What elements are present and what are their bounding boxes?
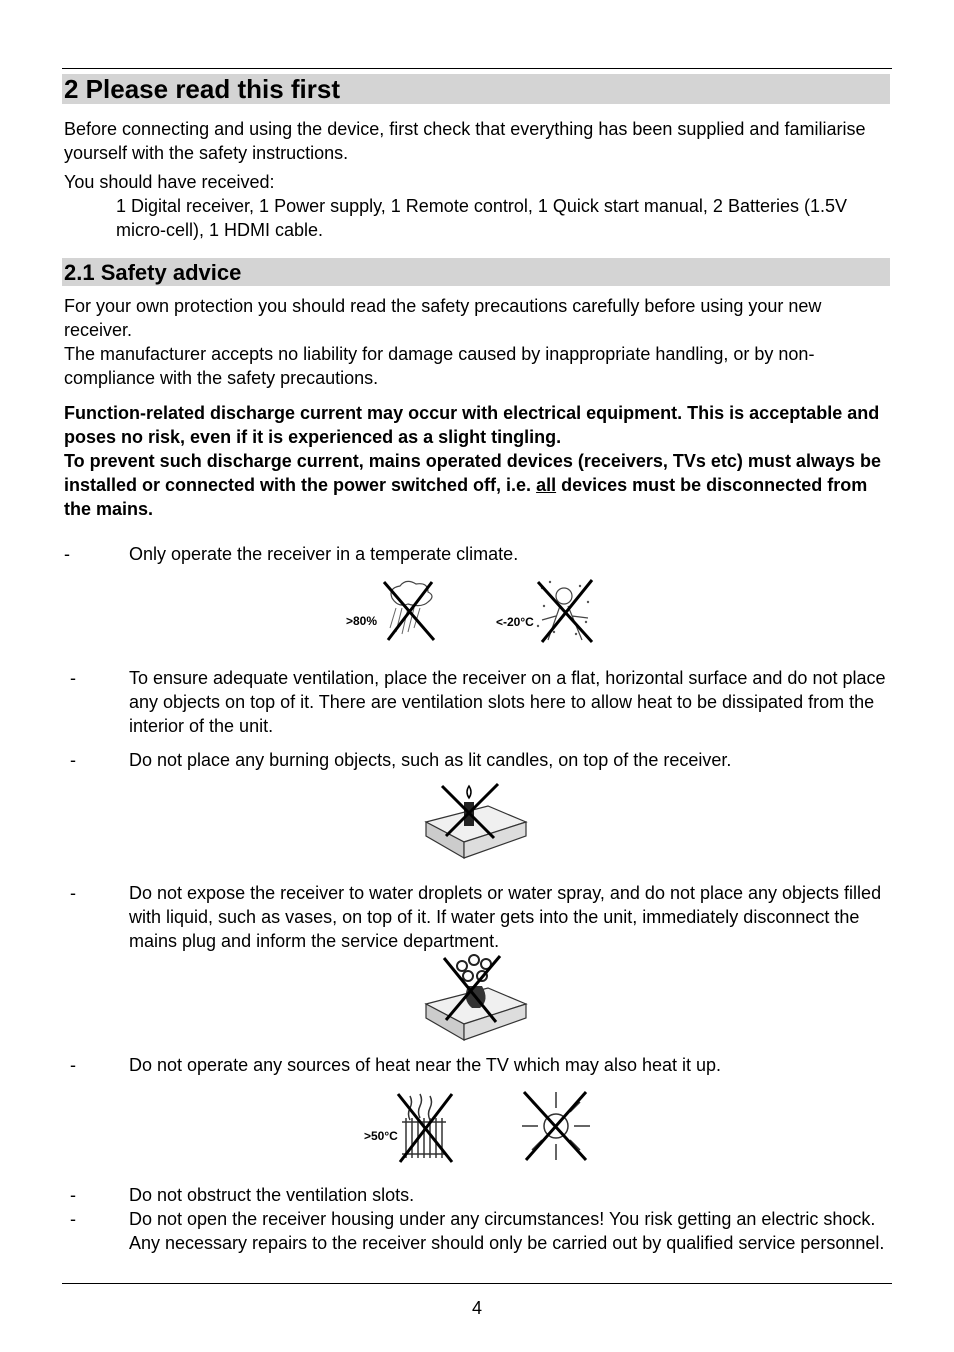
candle-warning-icon — [422, 780, 530, 864]
bullet-heat: Do not operate any sources of heat near the TV which may also heat it up. — [129, 1055, 722, 1075]
cold-warning-icon — [494, 576, 598, 646]
bottom-rule — [62, 1283, 892, 1284]
disconnect-warning-pre: To prevent such discharge current, mains operated devices (receivers, TVs etc) must always be installed or connected with the power switched off, i.e. — [64, 451, 881, 495]
intro-text: Before connecting and using the device, first check that everything has been supplied and familiarise yourself with the safety instructions. — [64, 119, 866, 163]
bullet-dash: - — [70, 750, 76, 770]
bullet-dash: - — [70, 883, 76, 903]
safety-paragraph-1: For your own protection you should read the safety precautions carefully before using your new receiver. — [64, 296, 822, 340]
subsection-heading: 2.1 Safety advice — [62, 258, 890, 286]
bullet-dash: - — [70, 1055, 76, 1075]
bullet-climate: Only operate the receiver in a temperate climate. — [129, 544, 519, 564]
discharge-warning: Function-related discharge current may occur with electrical equipment. This is acceptable and poses no risk, even if it is experienced as a slight tingling. — [64, 403, 880, 447]
safety-paragraph-2: The manufacturer accepts no liability for damage caused by inappropriate handling, or by non-compliance with the safety precautions. — [64, 344, 815, 388]
humidity-warning-icon — [344, 578, 444, 644]
bullet-dash: - — [70, 1209, 76, 1229]
section-heading: 2 Please read this first — [62, 74, 890, 104]
sun-warning-icon — [518, 1088, 594, 1164]
bullet-ventilation: To ensure adequate ventilation, place the receiver on a flat, horizontal surface and do not place any objects on top of it. There are ventilation slots here to allow heat to be dissipated from the interior of the unit. — [129, 668, 886, 736]
vase-warning-icon — [422, 952, 530, 1044]
hot-label: >50°C — [364, 1129, 398, 1143]
bullet-burning: Do not place any burning objects, such as lit candles, on top of the receiver. — [129, 750, 732, 770]
received-label: You should have received: — [64, 172, 275, 192]
heater-warning-icon — [362, 1090, 458, 1166]
bullet-open-housing: Do not open the receiver housing under any circumstances! You risk getting an electric shock. Any necessary repairs to the receiver should only be carried out by qualified service personnel. — [129, 1209, 885, 1253]
top-rule — [62, 68, 892, 69]
bullet-dash: - — [70, 668, 76, 688]
bullet-slots: Do not obstruct the ventilation slots. — [129, 1185, 415, 1205]
received-items: 1 Digital receiver, 1 Power supply, 1 Remote control, 1 Quick start manual, 2 Batteries (1.5V micro-cell), 1 HDMI cable. — [116, 196, 847, 240]
page-number: 4 — [471, 1298, 482, 1318]
disconnect-warning — [64, 449, 886, 521]
humidity-label: >80% — [346, 614, 378, 628]
disconnect-warning-post: devices must be disconnected from the mains. — [64, 475, 868, 519]
cold-label: <-20°C — [496, 615, 534, 629]
bullet-water: Do not expose the receiver to water droplets or water spray, and do not place any objects filled with liquid, such as vases, on top of it. If water gets into the unit, immediately disconnect the mains plug and inform the service department. — [129, 883, 882, 951]
disconnect-warning-all: all — [536, 475, 557, 495]
bullet-dash: - — [64, 544, 70, 564]
bullet-dash: - — [70, 1185, 76, 1205]
